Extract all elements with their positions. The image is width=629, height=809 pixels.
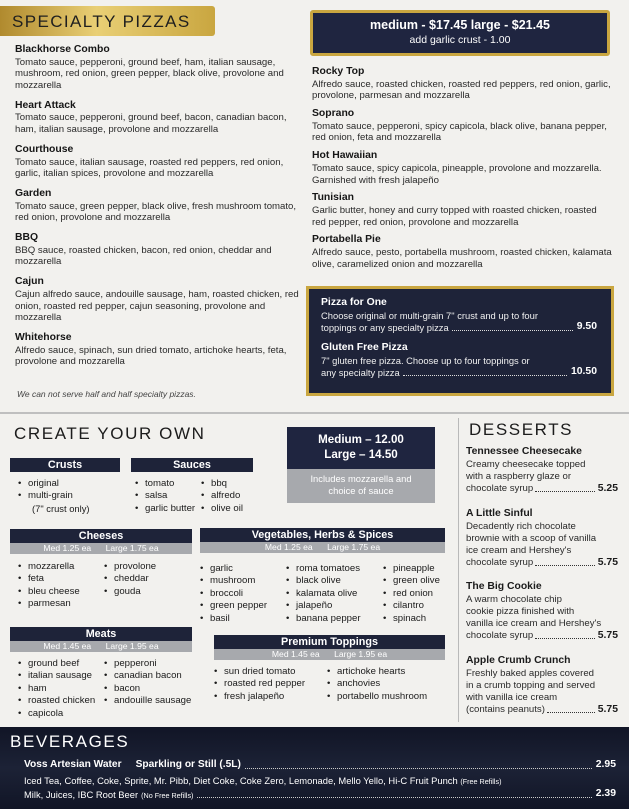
list-item: • provolone (104, 561, 156, 573)
dessert-name: A Little Sinful (466, 508, 533, 519)
leader-dots (245, 768, 592, 769)
cheeses-section (10, 529, 192, 611)
premium-toppings-section (214, 635, 445, 703)
gluten-free-name: Gluten Free Pizza (321, 341, 408, 353)
pizza-name: Whitehorse (15, 331, 72, 343)
specialty-pizzas-banner (0, 6, 215, 36)
pizza-name: Cajun (15, 276, 44, 288)
premium-header: Premium Toppings (214, 635, 445, 649)
dessert-price-row (466, 557, 618, 570)
premium-columns (214, 666, 445, 703)
list-item: • red onion (383, 588, 440, 600)
dessert-line: chocolate syrup (466, 483, 534, 495)
pizza-desc: Tomato sauce, green pepper, black olive, fresh mushroom tomato, red onion, provolone and mozzarella (15, 200, 297, 224)
voss-type: Sparkling or Still (.5L) (135, 759, 241, 771)
list-item: • pineapple (383, 563, 440, 575)
veg-list-c (383, 563, 440, 625)
list-item: • bleu cheese (18, 586, 104, 598)
dessert-name: Apple Crumb Crunch (466, 655, 571, 666)
list-item: • parmesan (18, 598, 104, 610)
create-includes (287, 469, 435, 503)
list-item: • garlic (200, 563, 286, 575)
no-free-refills-note: (No Free Refills) (141, 790, 194, 800)
dessert-line: chocolate syrup (466, 557, 534, 569)
gluten-free-price: 10.50 (570, 366, 597, 377)
sauces-header: Sauces (131, 458, 253, 472)
soft-drinks-row (24, 775, 616, 787)
dessert-price: 5.25 (597, 482, 618, 494)
vegetables-header: Vegetables, Herbs & Spices (200, 528, 445, 542)
pizza-name: Tunisian (312, 192, 354, 204)
veg-large-price: Large 1.75 ea (327, 542, 381, 552)
dessert-line: ice cream and Hershey's (466, 544, 572, 556)
pizza-item (312, 234, 612, 270)
list-item: • green olive (383, 575, 440, 587)
specialty-price-line: medium - $17.45 large - $21.45 (370, 18, 550, 32)
dessert-line: Freshly baked apples covered (466, 667, 594, 679)
gluten-free-desc-2: any specialty pizza (321, 367, 400, 379)
prem-list-a (214, 666, 327, 703)
list-item: • gouda (104, 586, 156, 598)
pizza-name: Portabella Pie (312, 234, 381, 246)
vegetables-section (200, 528, 445, 625)
list-item: • pepperoni (104, 658, 191, 670)
pizza-name: Heart Attack (15, 99, 76, 111)
veg-list-b (286, 563, 383, 625)
list-item: • andouille sausage (104, 695, 191, 707)
dessert-line: (contains peanuts) (466, 704, 545, 716)
pizza-desc: BBQ sauce, roasted chicken, bacon, red onion, cheddar and mozzarella (15, 244, 272, 268)
pizza-for-one-name: Pizza for One (321, 297, 387, 308)
list-item: • canadian bacon (104, 670, 191, 682)
beverages-section (0, 727, 629, 809)
list-item: • cheddar (104, 573, 156, 585)
meats-list-b (104, 658, 191, 720)
desserts-divider (458, 418, 459, 722)
section-divider (0, 412, 629, 414)
list-item: • mozzarella (18, 561, 104, 573)
specialty-price-box (310, 10, 610, 56)
list-item: • banana pepper (286, 613, 383, 625)
list-item: • ground beef (18, 658, 104, 670)
dessert-line: A warm chocolate chip (466, 593, 562, 605)
milk-price: 2.39 (595, 788, 616, 799)
leader-dots (535, 565, 595, 566)
pizza-item (15, 144, 300, 180)
list-item: • artichoke hearts (327, 666, 427, 678)
list-item: • bacon (104, 683, 191, 695)
specialty-list-left (15, 44, 300, 376)
list-item: • ham (18, 683, 104, 695)
desserts-title: DESSERTS (469, 420, 574, 439)
pizza-desc: Tomato sauce, spicy capicola, pineapple, provolone and mozzarella. Garnished with fresh jalapeño (312, 162, 602, 186)
gluten-free-desc: 7" gluten free pizza. Choose up to four toppings or (321, 354, 530, 366)
pizza-desc: Garlic butter, honey and curry topped with roasted chicken, roasted red pepper, red onion, provolone and mozzarella (312, 204, 597, 228)
prem-list-b (327, 666, 427, 703)
pizza-name: Garden (15, 187, 52, 199)
list-item: • basil (200, 613, 286, 625)
leader-dots (535, 638, 595, 639)
list-item: • multi-grain (18, 490, 120, 502)
meats-list-a (18, 658, 104, 720)
specialty-pizzas-title: SPECIALTY PIZZAS (12, 12, 191, 31)
pizza-desc: Tomato sauce, pepperoni, ground beef, bacon, canadian bacon, ham, italian sausage, provolone and mozzarella (15, 112, 287, 136)
create-price-box (287, 427, 435, 503)
dessert-line: with vanilla ice cream (466, 691, 558, 703)
milk-list: Milk, Juices, IBC Root Beer (24, 789, 139, 801)
leader-dots (535, 491, 595, 492)
list-item: • portabello mushroom (327, 691, 427, 703)
list-item: • roma tomatoes (286, 563, 383, 575)
pizza-item (15, 100, 300, 136)
list-item: • alfredo (201, 490, 243, 502)
list-item: • tomato (135, 478, 201, 490)
prem-large-price: Large 1.95 ea (334, 649, 388, 659)
dessert-line: Creamy cheesecake topped (466, 458, 586, 470)
cheeses-list-b (104, 561, 156, 611)
prem-med-price: Med 1.45 ea (271, 649, 320, 659)
meats-section (10, 627, 192, 720)
veg-med-price: Med 1.25 ea (264, 542, 313, 552)
pizza-desc: Alfredo sauce, pesto, portabella mushroom, roasted chicken, kalamata olive, caramelized onion and mozzarella (312, 247, 612, 270)
pizza-item (312, 150, 612, 186)
pizza-name: BBQ (15, 232, 39, 244)
list-item: • salsa (135, 490, 201, 502)
dessert-price-row (466, 704, 618, 717)
list-item: • sun dried tomato (214, 666, 327, 678)
list-item: • broccoli (200, 588, 286, 600)
list-item: • jalapeño (286, 600, 383, 612)
pizza-desc: Alfredo sauce, spinach, sun dried tomato, artichoke hearts, feta, provolone and mozzarella (15, 344, 287, 368)
list-item: • bbq (201, 478, 243, 490)
pizza-desc: Cajun alfredo sauce, andouille sausage, ham, roasted chicken, red onion, roasted red pepper, cajun seasoning, provolone and mozzarella (15, 288, 299, 324)
dessert-line: in a crumb topping and served (466, 679, 596, 691)
dessert-price: 5.75 (597, 556, 618, 568)
list-item: • roasted red pepper (214, 678, 327, 690)
leader-dots (547, 712, 595, 713)
dessert-price-row (466, 483, 618, 496)
pizza-item (15, 232, 300, 268)
create-price-top (287, 427, 435, 469)
list-item: • italian sausage (18, 670, 104, 682)
meats-columns (18, 658, 192, 720)
dessert-line: chocolate syrup (466, 630, 534, 642)
list-item: • garlic butter (135, 503, 201, 515)
pizza-item (15, 332, 300, 368)
list-item: • cilantro (383, 600, 440, 612)
pizza-item (15, 44, 300, 92)
dessert-name: Tennessee Cheesecake (466, 446, 582, 457)
list-item: • anchovies (327, 678, 427, 690)
pizza-desc: Alfredo sauce, roasted chicken, roasted red peppers, red onion, garlic, provolone, parmesan and mozzarella (312, 78, 611, 102)
dessert-line: cookie pizza finished with (466, 605, 575, 617)
list-item: • roasted chicken (18, 695, 104, 707)
list-item: • green pepper (200, 600, 286, 612)
dessert-item (466, 655, 618, 716)
medium-price: Medium – 12.00 (318, 433, 404, 446)
veg-list-a (200, 563, 286, 625)
list-item: • capicola (18, 708, 104, 720)
vegetables-columns (200, 563, 445, 625)
includes-line-2: choice of sauce (328, 485, 394, 497)
pizza-desc: Tomato sauce, pepperoni, spicy capicola, black olive, banana pepper, red onion, feta and mozzarella (312, 120, 607, 144)
premium-prices (214, 649, 445, 660)
leader-dots (197, 797, 591, 798)
create-your-own-title: CREATE YOUR OWN (14, 424, 206, 443)
large-price: Large – 14.50 (324, 448, 398, 462)
cheeses-prices (10, 543, 192, 554)
dessert-item (466, 508, 618, 569)
sauces-list-b (201, 478, 243, 515)
pizza-for-one-price: 9.50 (576, 321, 597, 333)
dessert-line: with a raspberry glaze or (466, 470, 572, 482)
pizza-name: Blackhorse Combo (15, 44, 110, 55)
pizza-item (15, 188, 300, 224)
voss-price: 2.95 (595, 759, 616, 770)
dessert-line: brownie with a scoop of vanilla (466, 532, 597, 544)
dessert-line: vanilla ice cream and Hershey's (466, 617, 602, 629)
pizza-for-one-box (306, 286, 614, 396)
pizza-name: Courthouse (15, 143, 74, 155)
list-item: • black olive (286, 575, 383, 587)
pizza-item (15, 276, 300, 324)
cheese-med-price: Med 1.25 ea (43, 543, 92, 553)
pizza-for-one-desc-2: toppings or any specialty pizza (321, 322, 449, 334)
crusts-section (10, 458, 120, 514)
pizza-for-one-desc: Choose original or multi-grain 7" crust and up to four (321, 309, 538, 321)
cheeses-columns (18, 561, 192, 611)
list-item: • kalamata olive (286, 588, 383, 600)
cheese-large-price: Large 1.75 ea (105, 543, 159, 553)
list-item: • mushroom (200, 575, 286, 587)
vegetables-prices (200, 542, 445, 553)
soft-drinks-list: Iced Tea, Coffee, Coke, Sprite, Mr. Pibb, Diet Coke, Coke Zero, Lemonade, Mello Yello, Hi-C Fruit Punch (24, 775, 458, 786)
pizza-name: Rocky Top (312, 66, 365, 77)
pizza-item (312, 66, 612, 102)
crusts-header: Crusts (10, 458, 120, 472)
dessert-name: The Big Cookie (466, 581, 542, 592)
sauces-columns (135, 478, 253, 515)
crusts-list (18, 478, 120, 503)
voss-name: Voss Artesian Water (24, 759, 122, 771)
pizza-name: Hot Hawaiian (312, 150, 378, 162)
sauces-list-a (135, 478, 201, 515)
half-and-half-note: We can not serve half and half specialty pizzas. (17, 389, 196, 399)
meat-large-price: Large 1.95 ea (105, 641, 159, 651)
dessert-price: 5.75 (597, 629, 618, 641)
dessert-item (466, 581, 618, 642)
pizza-desc: Tomato sauce, pepperoni, ground beef, ham, italian sausage, mushroom, red onion, green pepper, black olive, provolone and mozzarella (15, 56, 284, 92)
leader-dots (452, 330, 573, 331)
sauces-section (131, 458, 253, 515)
pizza-for-one-row (321, 321, 597, 334)
dessert-line: Decadently rich chocolate (466, 520, 576, 532)
dessert-item (466, 446, 618, 495)
list-item: • spinach (383, 613, 440, 625)
pizza-desc: Tomato sauce, italian sausage, roasted red peppers, red onion, garlic, italian spices, provolone and mozzarella (15, 156, 284, 180)
garlic-crust-line: add garlic crust - 1.00 (409, 34, 511, 47)
pizza-item (312, 192, 612, 228)
meats-prices (10, 641, 192, 652)
specialty-list-right (312, 66, 612, 276)
crust-note: (7" crust only) (32, 502, 90, 514)
voss-row (24, 759, 616, 772)
dessert-price: 5.75 (597, 703, 618, 715)
includes-line-1: Includes mozzarella and (310, 473, 412, 484)
list-item: • olive oil (201, 503, 243, 515)
dessert-price-row (466, 630, 618, 643)
list-item: • original (18, 478, 120, 490)
leader-dots (403, 375, 567, 376)
free-refills-note: (Free Refills) (460, 777, 502, 786)
meat-med-price: Med 1.45 ea (43, 641, 92, 651)
milk-row (24, 788, 616, 801)
meats-header: Meats (10, 627, 192, 641)
cheeses-header: Cheeses (10, 529, 192, 543)
list-item: • fresh jalapeño (214, 691, 327, 703)
pizza-item (312, 108, 612, 144)
list-item: • feta (18, 573, 104, 585)
cheeses-list-a (18, 561, 104, 611)
pizza-name: Soprano (312, 108, 355, 120)
beverages-title: BEVERAGES (10, 732, 130, 751)
gluten-free-row (321, 366, 597, 379)
